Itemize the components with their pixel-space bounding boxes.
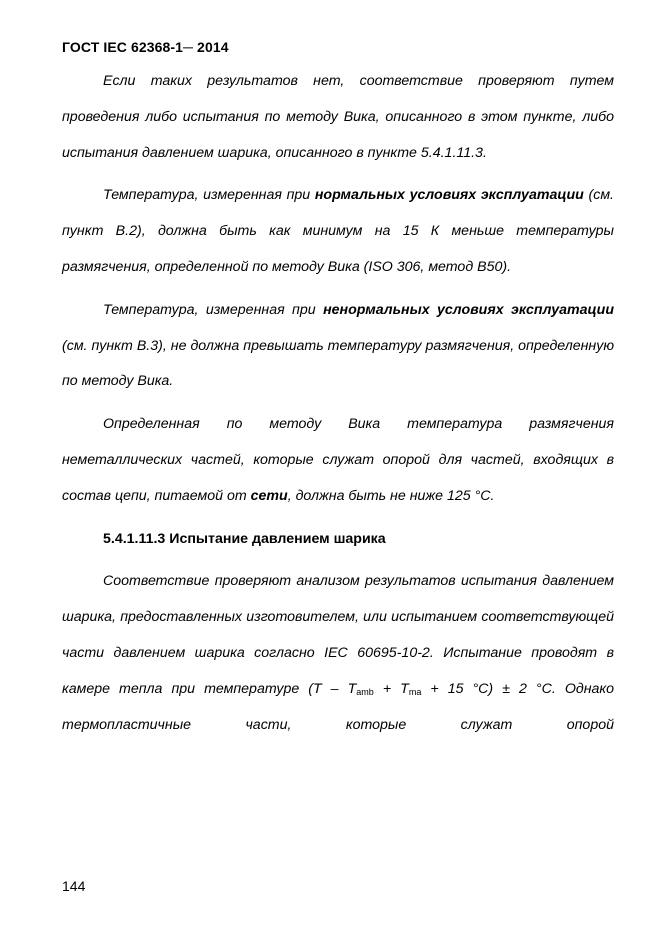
paragraph-2-text-a: Температура, измеренная при [103,187,315,204]
paragraph-5-text-a: Соответствие проверяют анализом результатов испытания давлением шарика, предоставленных изготовителем, или испытанием соответствующей части давлением шарика согласно IEC 60695-10-2. Испытание проводят в камере тепла при температуре (T – T [62,573,614,697]
subscript-ma: ma [408,686,422,697]
paragraph-4 [62,407,614,514]
paragraph-1-text: Если таких результатов нет, соответствие проверяют путем проведения либо испытания по методу Вика, описанного в этом пункте, либо испытания давлением шарика, описанного в пункте 5.4.1.11.3. [62,73,614,161]
page-number: 144 [62,878,86,894]
paragraph-5 [62,564,614,743]
paragraph-4-text-c: , должна быть не ниже 125 °С. [287,487,495,504]
term-mains: сети [250,487,288,504]
paragraph-4-text-a: Определенная по методу Вика температура размягчения неметаллических частей, которые служат опорой для частей, входящих в состав цепи, питаемой от [62,416,614,504]
paragraph-1 [62,64,614,171]
document-header: ГОСТ IEC 62368-1─ 2014 [62,39,229,55]
paragraph-3-text-a: Температура, измеренная при [103,301,324,318]
subscript-amb: amb [356,686,374,697]
term-abnormal-conditions: ненормальных условиях эксплуатации [323,301,614,318]
section-heading: 5.4.1.11.3 Испытание давлением шарика [103,530,386,547]
paragraph-3 [62,293,614,400]
paragraph-5-text-b: + T [373,680,409,697]
term-normal-conditions: нормальных условиях эксплуатации [314,187,584,204]
paragraph-2 [62,178,614,285]
document-body [62,64,614,743]
paragraph-3-text-c: (см. пункт В.3), не должна превышать температуру размягчения, определенную по методу Вика. [62,337,614,390]
paragraph-5-text-c: + 15 °C) ± 2 °С. Однако термопластичные части, которые служат опорой [62,680,614,733]
paragraph-2-text-c: (см. пункт В.2), должна быть как минимум на 15 К меньше температуры размягчения, определенной по методу Вика (ISO 306, метод B50). [62,187,614,275]
